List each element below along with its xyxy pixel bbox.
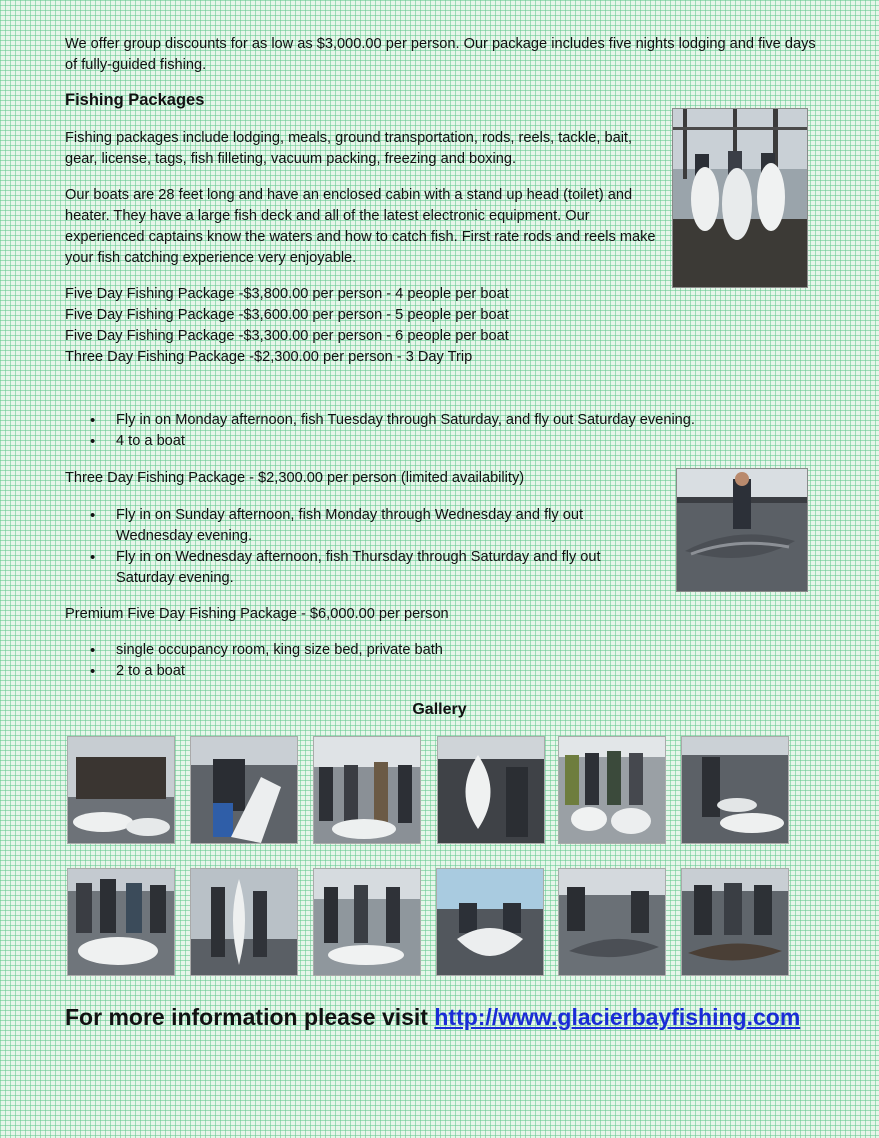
gallery-photo[interactable]	[436, 868, 544, 976]
list-item: • Fly in on Sunday afternoon, fish Monday through Wednesday and fly out Wednesday evening.	[90, 505, 650, 547]
gallery-photo[interactable]	[67, 868, 175, 976]
halibut-dock-photo	[672, 108, 808, 288]
website-link[interactable]: http://www.glacierbayfishing.com	[434, 1004, 801, 1030]
footer-line	[65, 1004, 800, 1031]
gallery-photo[interactable]	[313, 736, 421, 844]
gallery-photo[interactable]	[313, 868, 421, 976]
gallery-photo[interactable]	[190, 736, 298, 844]
gallery-photo[interactable]	[190, 868, 298, 976]
gallery-photo[interactable]	[67, 736, 175, 844]
footer-text: For more information please visit	[65, 1004, 435, 1030]
premium-bullets	[90, 640, 650, 682]
boats-paragraph: Our boats are 28 feet long and have an enclosed cabin with a stand up head (toilet) and heater. They have a large fish deck and all of the latest electronic equipment. Our experienced captains know the waters and how to catch fish. First rate rods and reels make your fish catching experience very enjoyable.	[65, 187, 656, 266]
gallery-photo[interactable]	[558, 868, 666, 976]
price-line: Five Day Fishing Package -$3,600.00 per person - 5 people per boat	[65, 307, 509, 323]
packages-heading: Fishing Packages	[65, 91, 205, 109]
gallery-photo[interactable]	[558, 736, 666, 844]
list-item: • single occupancy room, king size bed, private bath	[90, 640, 650, 661]
includes-paragraph: Fishing packages include lodging, meals, ground transportation, rods, reels, tackle, bait, gear, license, tags, fish filleting, vacuum packing, freezing and boxing.	[65, 130, 633, 167]
list-item: • 2 to a boat	[90, 661, 650, 682]
boat-catch-photo	[676, 468, 808, 592]
price-line: Five Day Fishing Package -$3,300.00 per person - 6 people per boat	[65, 328, 509, 344]
list-item: • 4 to a boat	[90, 431, 790, 452]
gallery-photo[interactable]	[681, 736, 789, 844]
list-item: • Fly in on Monday afternoon, fish Tuesday through Saturday, and fly out Saturday evening.	[90, 410, 790, 431]
list-item: • Fly in on Wednesday afternoon, fish Thursday through Saturday and fly out Saturday evening.	[90, 547, 650, 589]
gallery-photo[interactable]	[681, 868, 789, 976]
three-day-heading: Three Day Fishing Package - $2,300.00 per person (limited availability)	[65, 470, 525, 486]
five-day-bullets	[90, 410, 790, 452]
price-list	[65, 284, 509, 368]
intro-paragraph: We offer group discounts for as low as $3,000.00 per person. Our package includes five nights lodging and five days of fully-guided fishing.	[65, 36, 816, 73]
gallery-title: Gallery	[412, 701, 467, 718]
gallery-photo[interactable]	[437, 736, 545, 844]
premium-heading: Premium Five Day Fishing Package - $6,000.00 per person	[65, 606, 449, 622]
price-line: Three Day Fishing Package -$2,300.00 per person - 3 Day Trip	[65, 349, 473, 365]
price-line: Five Day Fishing Package -$3,800.00 per person - 4 people per boat	[65, 286, 509, 302]
three-day-bullets	[90, 505, 650, 589]
